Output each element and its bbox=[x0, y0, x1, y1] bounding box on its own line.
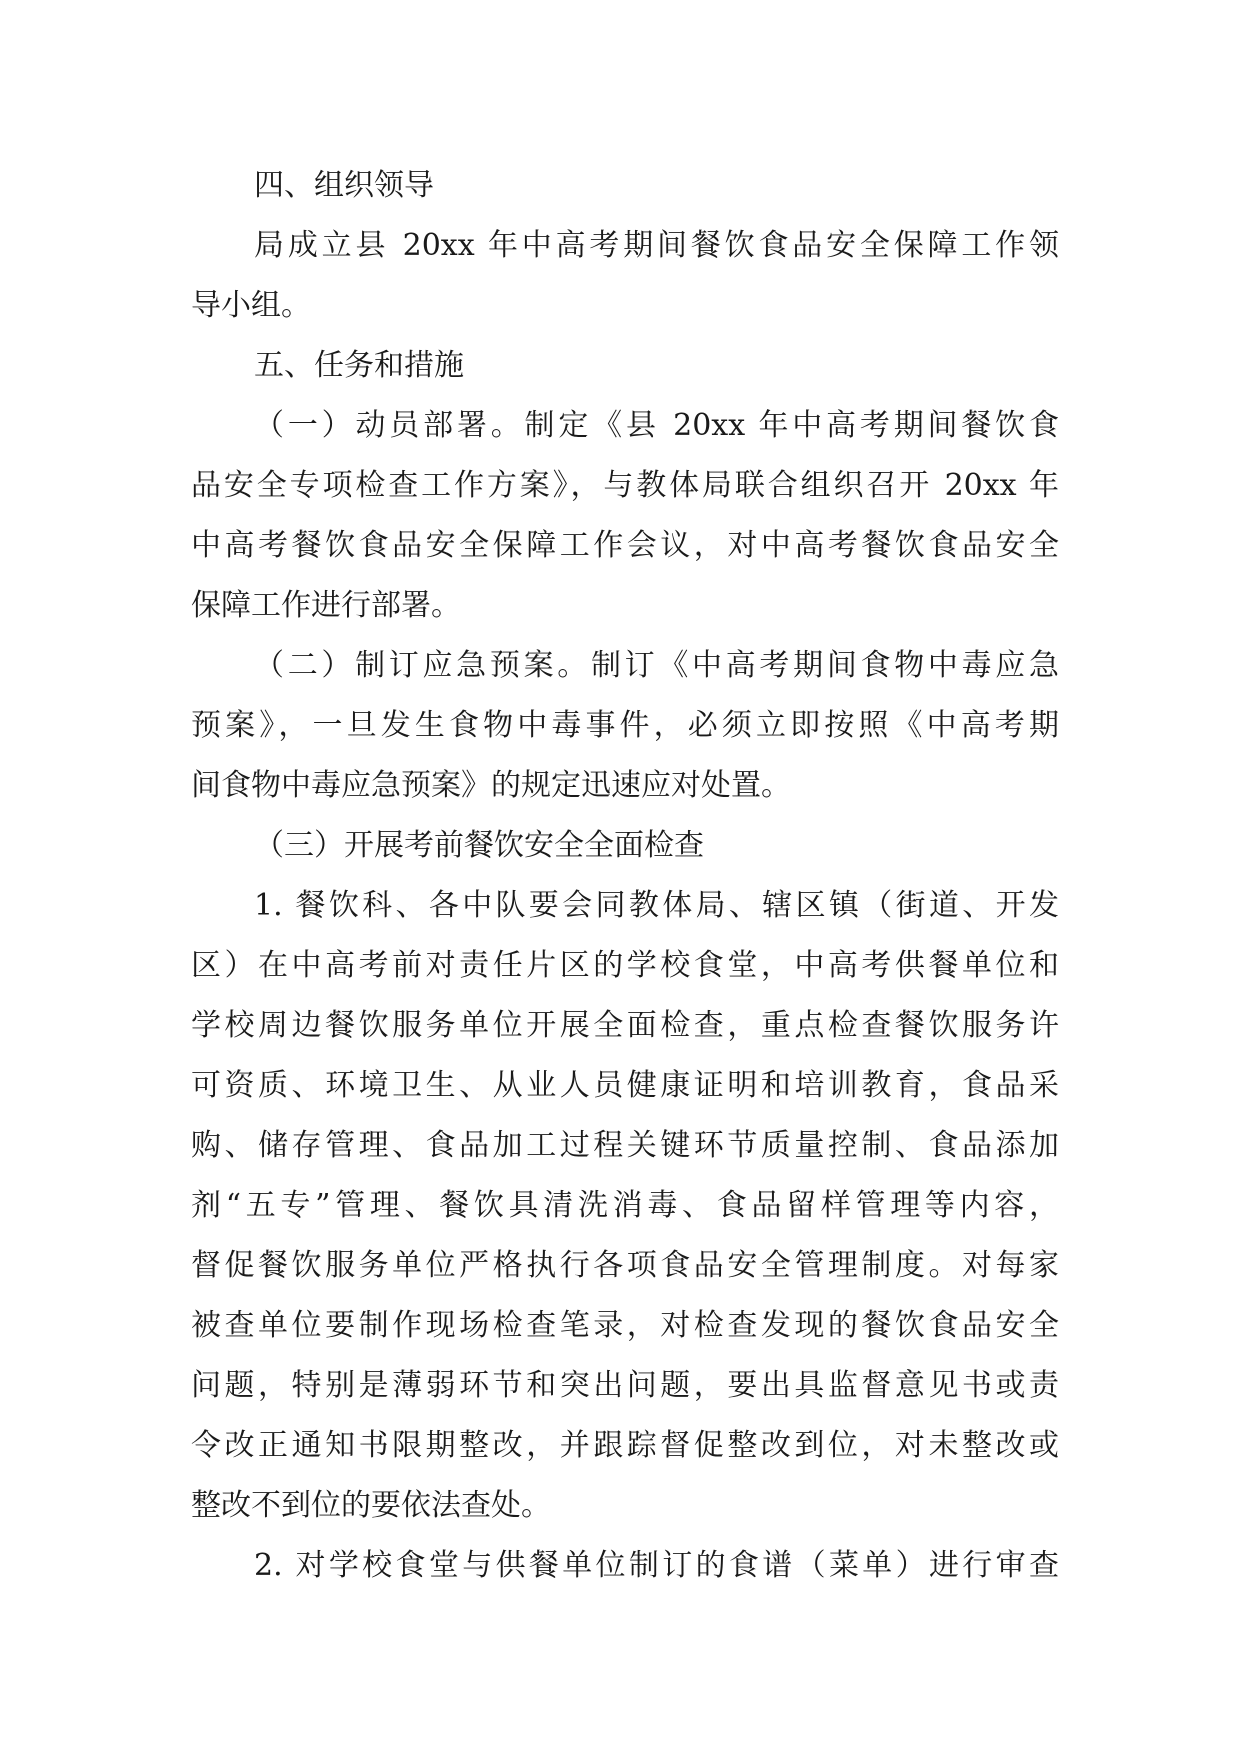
paragraph-line: 预案》，一旦发生食物中毒事件，必须立即按照《中高考期 bbox=[191, 708, 1059, 743]
paragraph-line: 剂“五专”管理、餐饮具清洗消毒、食品留样管理等内容， bbox=[191, 1188, 1059, 1223]
paragraph-line: 区）在中高考前对责任片区的学校食堂，中高考供餐单位和 bbox=[191, 948, 1059, 983]
paragraph-line: 间食物中毒应急预案》的规定迅速应对处置。 bbox=[191, 768, 791, 803]
paragraph-line: 督促餐饮服务单位严格执行各项食品安全管理制度。对每家 bbox=[191, 1248, 1059, 1283]
paragraph-line: 可资质、环境卫生、从业人员健康证明和培训教育，食品采 bbox=[191, 1068, 1059, 1103]
paragraph-line: 学校周边餐饮服务单位开展全面检查，重点检查餐饮服务许 bbox=[191, 1008, 1059, 1043]
paragraph-line: （一）动员部署。制定《县 20xx 年中高考期间餐饮食 bbox=[254, 408, 1059, 443]
paragraph-line: 购、储存管理、食品加工过程关键环节质量控制、食品添加 bbox=[191, 1128, 1059, 1163]
paragraph-line: 局成立县 20xx 年中高考期间餐饮食品安全保障工作领 bbox=[254, 228, 1059, 263]
section-heading-tasks: 五、任务和措施 bbox=[254, 348, 464, 383]
paragraph-line: 问题，特别是薄弱环节和突出问题，要出具监督意见书或责 bbox=[191, 1368, 1059, 1403]
paragraph-line: 被查单位要制作现场检查笔录，对检查发现的餐饮食品安全 bbox=[191, 1308, 1059, 1343]
paragraph-line: （二）制订应急预案。制订《中高考期间食物中毒应急 bbox=[254, 648, 1059, 683]
paragraph-line: 品安全专项检查工作方案》，与教体局联合组织召开 20xx 年 bbox=[191, 468, 1059, 503]
subsection-heading: （三）开展考前餐饮安全全面检查 bbox=[254, 828, 704, 863]
paragraph-line: 1. 餐饮科、各中队要会同教体局、辖区镇（街道、开发 bbox=[254, 888, 1059, 923]
paragraph-line: 2. 对学校食堂与供餐单位制订的食谱（菜单）进行审查 bbox=[254, 1548, 1059, 1583]
paragraph-line: 整改不到位的要依法查处。 bbox=[191, 1488, 551, 1523]
paragraph-line: 导小组。 bbox=[191, 288, 311, 323]
section-heading-organization: 四、组织领导 bbox=[254, 168, 434, 203]
paragraph-line: 保障工作进行部署。 bbox=[191, 588, 461, 623]
paragraph-line: 令改正通知书限期整改，并跟踪督促整改到位，对未整改或 bbox=[191, 1428, 1059, 1463]
paragraph-line: 中高考餐饮食品安全保障工作会议，对中高考餐饮食品安全 bbox=[191, 528, 1059, 563]
